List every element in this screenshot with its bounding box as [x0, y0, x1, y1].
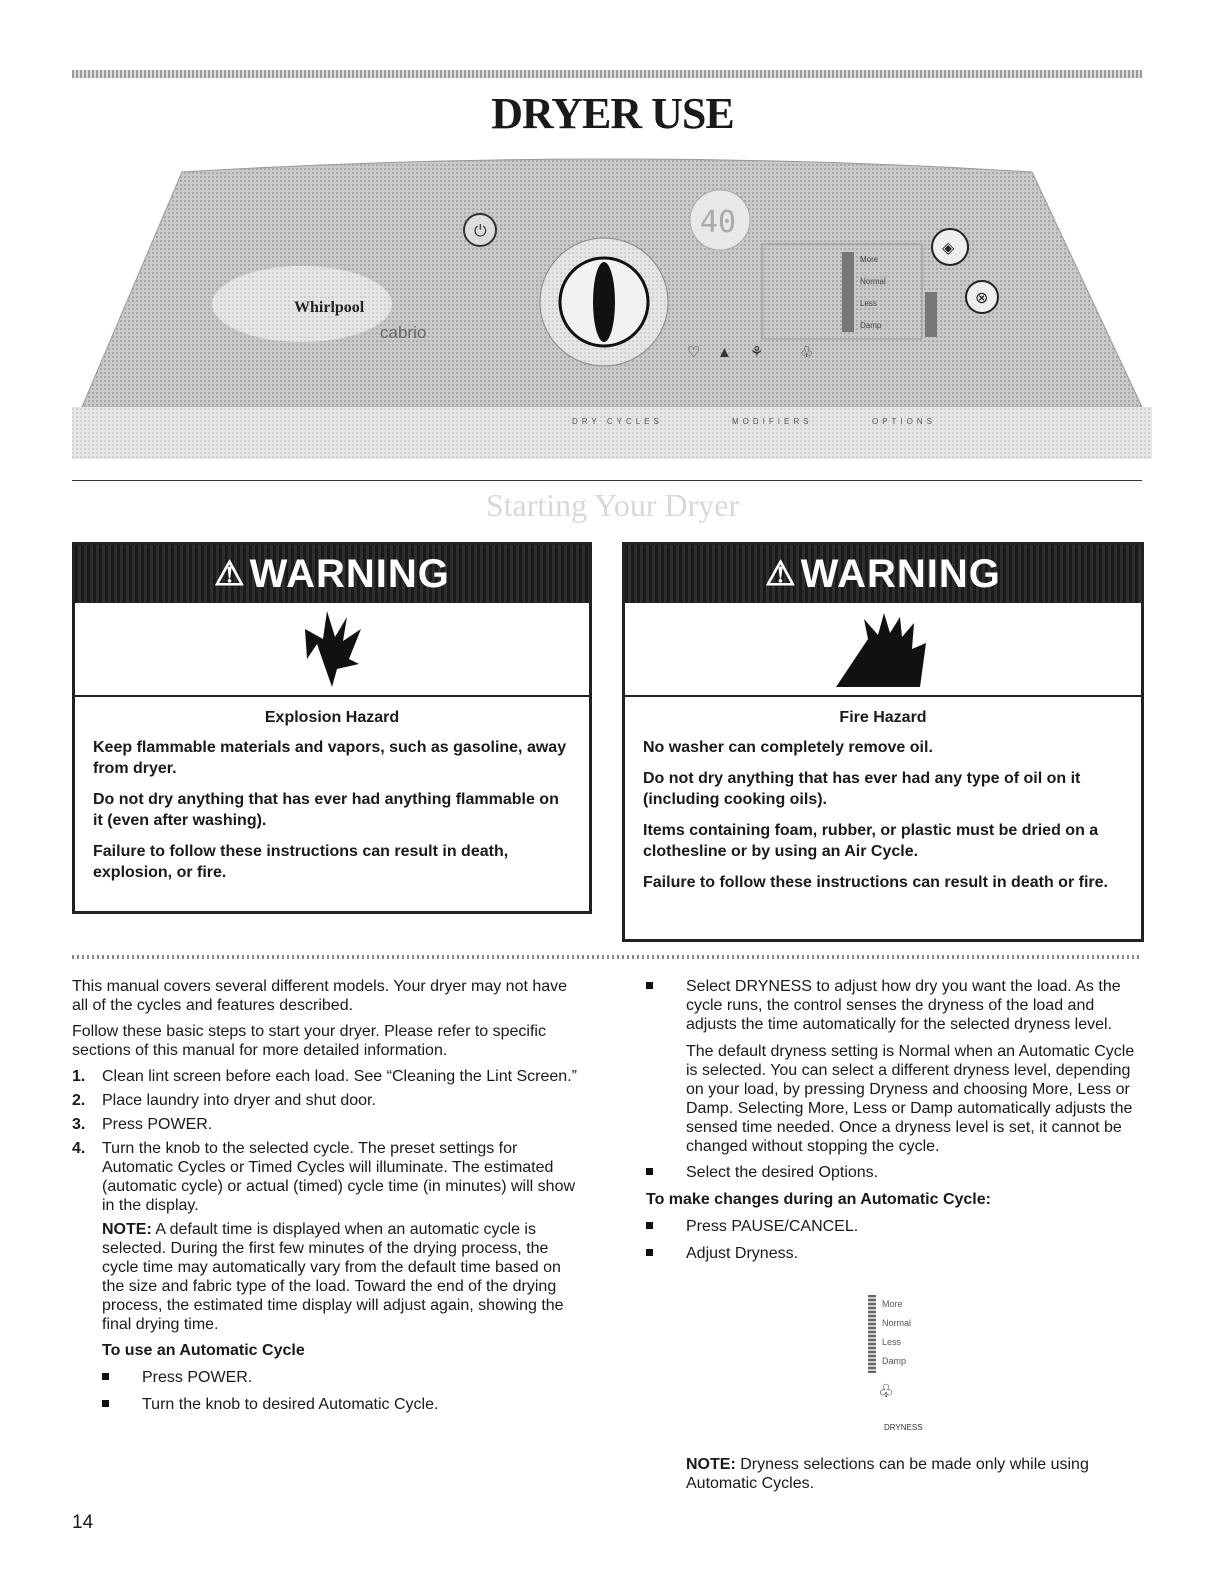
- bullet-icon: [102, 1373, 109, 1380]
- list-item: Press POWER.: [102, 1368, 586, 1387]
- dryness-level: More: [882, 1299, 903, 1309]
- warning-header: ⚠ WARNING: [625, 545, 1141, 603]
- subheading: To make changes during an Automatic Cycle:: [646, 1191, 991, 1208]
- bullet-icon: [102, 1400, 109, 1407]
- dryness-level: Normal: [882, 1318, 912, 1328]
- warning-paragraph: No washer can completely remove oil.: [643, 739, 933, 756]
- modifier-icon: ▲: [717, 344, 732, 361]
- list-item: 4. Turn the knob to the selected cycle. The preset settings for Automatic Cycles or Timed Cycles will illuminate. The estimated (automatic cycle) or actual (timed) cycle time (in minutes) will show in the display.: [72, 1140, 576, 1214]
- svg-text:Normal: Normal: [860, 277, 886, 286]
- dryness-level: Damp: [882, 1356, 907, 1366]
- warning-triangle-icon: ⚠: [214, 555, 246, 593]
- page-number: 14: [72, 1512, 94, 1533]
- list-item: Press PAUSE/CANCEL.: [646, 1217, 1138, 1236]
- svg-text:More: More: [860, 255, 879, 264]
- fire-warning-box: [622, 542, 1144, 942]
- list-item: 2. Place laundry into dryer and shut door.: [72, 1092, 376, 1109]
- bullet-icon: [646, 1222, 653, 1229]
- bullet-icon: [646, 1249, 653, 1256]
- control-panel-illustration: [72, 152, 1152, 464]
- bullet-icon: [646, 1168, 653, 1175]
- dryness-level: Less: [882, 1337, 902, 1347]
- modifier-icon: ♡: [687, 344, 701, 361]
- section-rule: [72, 480, 1142, 481]
- body-paragraph: The default dryness setting is Normal when an Automatic Cycle is selected. You can select a different dryness level, depending on your load, by pressing Dryness and choosing More, Less or Damp. Selecting More, Less or Damp automatically adjusts the sensed time needed. Once a dryness level is set, it cannot be changed without stopping the cycle.: [686, 1043, 1135, 1155]
- warning-triangle-icon: ⚠: [765, 555, 797, 593]
- warning-paragraph: Do not dry anything that has ever had anything flammable on it (even after washing).: [93, 791, 559, 829]
- top-rule: [72, 70, 1142, 78]
- dryness-indicator-bar: [868, 1295, 876, 1373]
- list-item: Adjust Dryness.: [646, 1244, 1138, 1263]
- knob-grip: [593, 262, 615, 342]
- warning-paragraph: Keep flammable materials and vapors, such as gasoline, away from dryer.: [93, 739, 567, 777]
- start-icon: ◈: [942, 240, 955, 257]
- dotted-divider: [72, 955, 1142, 959]
- fire-icon: [625, 603, 1141, 697]
- dryness-note: NOTE: Dryness selections can be made only while using Automatic Cycles.: [686, 1456, 1089, 1492]
- cancel-icon: ⊗: [975, 290, 989, 307]
- power-icon: ⏻: [474, 223, 487, 240]
- left-column: [72, 977, 586, 1422]
- brand-logo: Whirlpool: [294, 299, 365, 316]
- warning-paragraph: Do not dry anything that has ever had any type of oil on it (including cooking oils).: [643, 770, 1081, 808]
- svg-text:Less: Less: [860, 299, 877, 308]
- explosion-warning-box: [72, 542, 592, 914]
- warning-header: ⚠ WARNING: [75, 545, 589, 603]
- modifier-icon: ♧: [800, 344, 814, 361]
- list-item: 3. Press POWER.: [72, 1116, 213, 1133]
- right-column: [646, 977, 1138, 1271]
- hazard-title: Explosion Hazard: [264, 709, 400, 726]
- page-title: DRYER USE: [491, 89, 734, 138]
- explosion-icon: [75, 603, 589, 697]
- series-logo: cabrio: [380, 323, 427, 342]
- list-item: Turn the knob to desired Automatic Cycle.: [102, 1395, 586, 1414]
- list-item: Select DRYNESS to adjust how dry you want the load. As the cycle runs, the control senses the dryness of the load and adjusts the time automatically for the selected dryness level.: [646, 977, 1138, 1034]
- warning-paragraph: Items containing foam, rubber, or plastic must be dried on a clothesline or by using an Air Cycle.: [643, 822, 1099, 860]
- modifier-icon: ⚘: [750, 344, 764, 361]
- warning-paragraph: Failure to follow these instructions can result in death, explosion, or fire.: [93, 843, 509, 881]
- svg-text:Damp: Damp: [860, 321, 882, 330]
- bullet-icon: [646, 982, 653, 989]
- section-modifiers: MODIFIERS: [732, 417, 813, 426]
- section-dry-cycles: DRY CYCLES: [572, 417, 663, 426]
- note-paragraph: NOTE: A default time is displayed when an automatic cycle is selected. During the first few minutes of the drying process, the cycle time may automatically vary from the default time based on the size and fabric type of the load. Toward the end of the drying process, the estimated time display will adjust again, showing the final drying time.: [102, 1221, 564, 1333]
- subheading: To use an Automatic Cycle: [102, 1342, 305, 1359]
- dryness-selector-illustration: [868, 1295, 938, 1435]
- warning-paragraph: Failure to follow these instructions can result in death or fire.: [643, 874, 1108, 891]
- list-item: 1. Clean lint screen before each load. See “Cleaning the Lint Screen.”: [72, 1068, 577, 1085]
- time-display: 40: [700, 205, 737, 240]
- intro-paragraph: This manual covers several different models. Your dryer may not have all of the cycles and features described.: [72, 978, 568, 1014]
- section-options: OPTIONS: [872, 417, 937, 426]
- section-title: Starting Your Dryer: [485, 487, 740, 523]
- intro-paragraph: Follow these basic steps to start your dryer. Please refer to specific sections of this manual for more detailed information.: [72, 1023, 546, 1059]
- dryness-shirt-icon: ♧: [878, 1381, 895, 1401]
- dryness-label: DRYNESS: [884, 1423, 923, 1432]
- list-item: Select the desired Options.: [646, 1163, 1138, 1182]
- hazard-title: Fire Hazard: [839, 709, 927, 726]
